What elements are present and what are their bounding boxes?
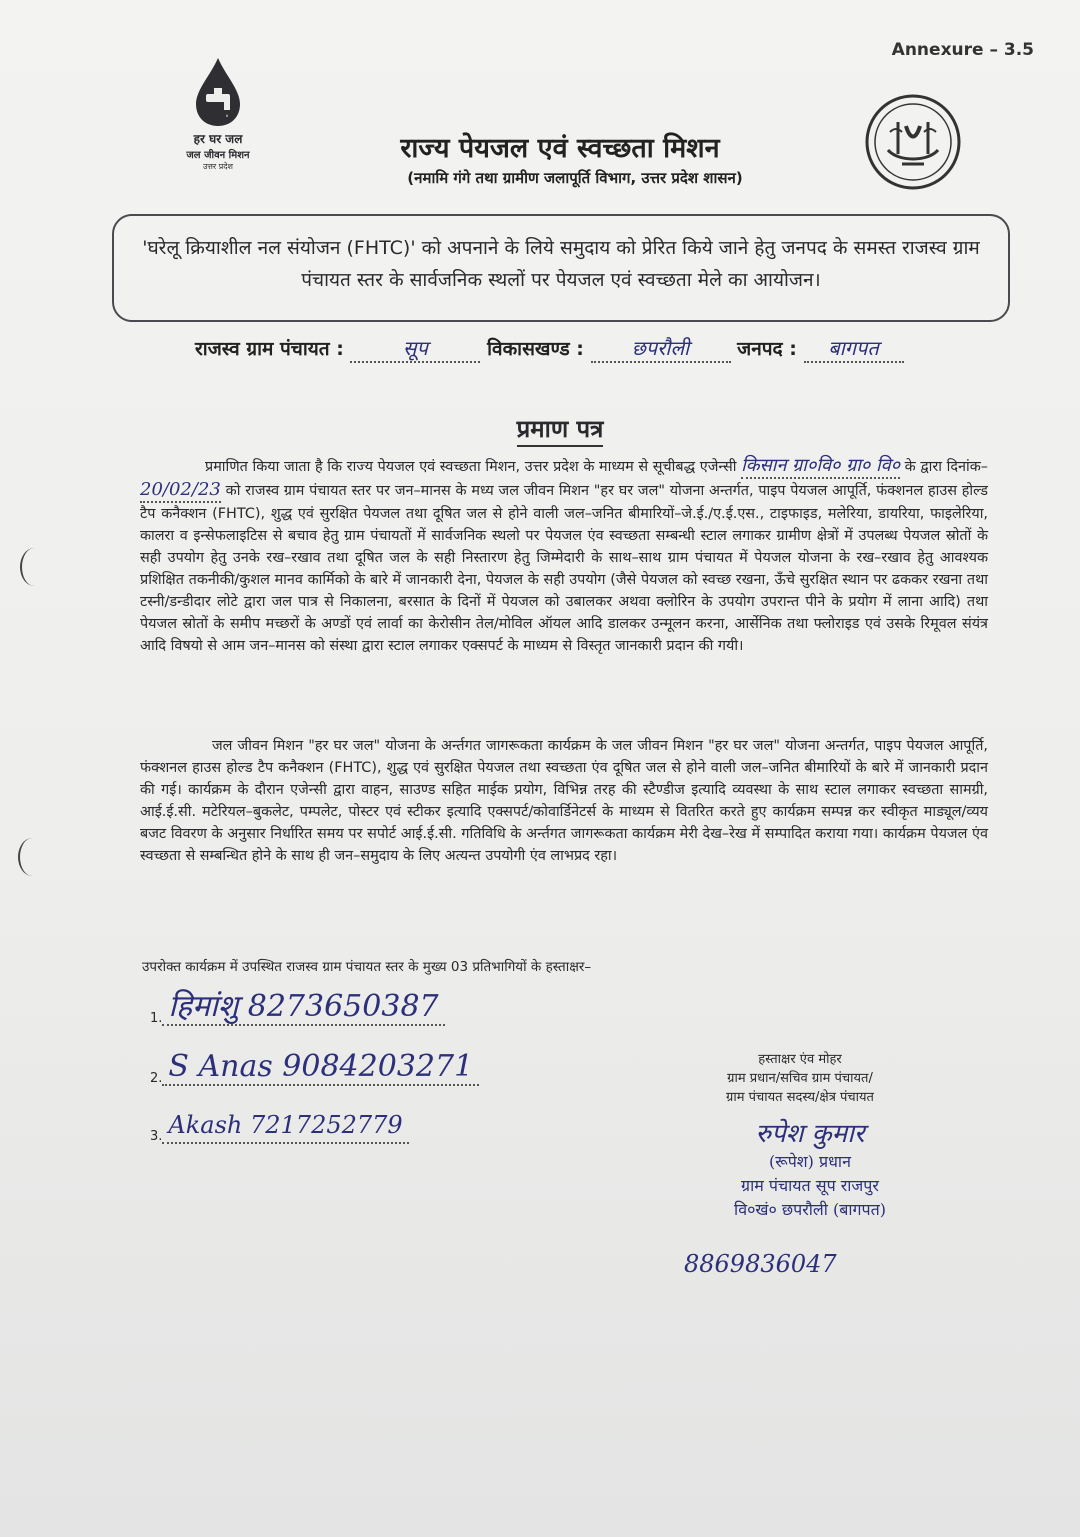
event-date: 20/02/23 [140,479,221,503]
paragraph1-rest: को राजस्व ग्राम पंचायत स्तर पर जन–मानस के मध्य जल जीवन मिशन "हर घर जल" योजना अन्तर्गत, पाइप पेयजल आपूर्ति, फंक्शनल हाउस होल्ड टैप कनैक्शन (FHTC), शुद्ध एवं सुरक्षित पेयजल तथा दूषित जल से होने वाली जल–जनित बीमारियों–जे.ई./ए.ई.एस., टाइफाइड, मलेरिया, डायरिया, फाइलेरिया, कालरा व इन्सेफलाइटिस से बचाव हेतु ग्राम पंचायतों में सार्वजनिक स्थलो पर पेयजल एंव स्वच्छता सम्बन्धी स्टाल लगाकर ग्रामीण क्षेत्रों में उपलब्ध पेयजल स्रोतों के सही उपयोग हेतु उनके रख–रखाव तथा दूषित जल के सही निस्तारण हेतु जिम्मेदारी के साथ–साथ ग्राम पंचायत में पेयजल योजना के रख–रखाव हेतु आवश्यक प्रशिक्षित तकनीकी/कुशल मानव कार्मिको के बारे में जानकारी देना, पेयजल के सही उपयोग (जैसे पेयजल को स्वच्छ रखना, ऊँचे सुरक्षित स्थान पर ढककर रखना तथा टस्नी/डन्डीदार लोटे द्वारा जल पात्र से निकालना, बरसात के दिनों में पेयजल को उबालकर अथवा क्लोरिन के उपयोग उपरान्त पीने के प्रयोग में लाना आदि) तथा पेयजल स्रोतों के समीप मच्छरों के अण्डों एवं लार्वा का केरोसीन तेल/मोविल ऑयल आदि डालकर उन्मूलन करना, आर्सेनिक तथा फ्लोराइड एवं उसके रिमूवल संयंत्र आदि विषयो से आम जन–मानस को संस्था द्वारा स्टाल लगाकर एक्सपर्ट के माध्यम से विस्तृत जानकारी प्रदान की गयी। [140,483,989,654]
participant-row-2 [150,1050,479,1086]
logo-line2: जल जीवन मिशन [186,150,250,161]
participant-number: 3. [150,1129,163,1144]
stamp-line2: ग्राम पंचायत सूप राजपुर [741,1176,879,1195]
paragraph1-mid: के द्वारा दिनांक– [904,459,988,475]
handwritten-phone: 8869836047 [684,1250,837,1278]
sign-block-line1: हस्ताक्षर एंव मोहर [758,1052,842,1067]
official-sign-block [680,1050,920,1107]
participants-intro: उपरोक्त कार्यक्रम में उपस्थित राजस्व ग्राम पंचायत स्तर के मुख्य 03 प्रतिभागियों के हस्ताक्षर– [142,959,592,975]
sign-block-line3: ग्राम पंचायत सदस्य/क्षेत्र पंचायत [726,1090,874,1105]
logo-line3: उत्तर प्रदेश [203,162,233,171]
mission-title: राज्य पेयजल एवं स्वच्छता मिशन [400,133,720,164]
water-drop-tap-icon [188,56,248,128]
sign-block-line2: ग्राम प्रधान/सचिव ग्राम पंचायत/ [727,1071,873,1086]
participant-signature: S Anas 9084203271 [162,1050,479,1086]
participant-number: 2. [150,1071,163,1086]
paragraph1-lead: प्रमाणित किया जाता है कि राज्य पेयजल एवं स्वच्छता मिशन, उत्तर प्रदेश के माध्यम से सूचीबद्ध एजेन्सी [205,459,737,475]
annexure-label: Annexure – 3.5 [891,40,1034,60]
pradhan-signature: रुपेश कुमार [755,1119,865,1149]
participant-signature: Akash 7217252779 [162,1108,408,1144]
location-fields [195,334,904,363]
certificate-heading: प्रमाण पत्र [0,412,1080,445]
punch-hole-mark [20,548,48,586]
agency-name: किसान ग्रा०वि० ग्रा० वि० [741,455,900,479]
participant-row-1 [150,990,445,1026]
punch-hole-mark [18,838,46,876]
block-label: विकासखण्ड : [487,338,584,360]
stamp-line3: वि०खं० छपरौली (बागपत) [734,1200,886,1219]
event-banner: 'घरेलू क्रियाशील नल संयोजन (FHTC)' को अपनाने के लिये समुदाय को प्रेरित किये जाने हेतु जनपद के समस्त राजस्व ग्राम पंचायत स्तर के सार्वजनिक स्थलों पर पेयजल एवं स्वच्छता मेले का आयोजन। [112,214,1010,322]
participant-signature: हिमांशु 8273650387 [162,990,444,1026]
certificate-paragraph-1 [140,455,988,657]
participant-row-3 [150,1108,409,1144]
pradhan-stamp [690,1118,930,1222]
mission-subtitle: (नमामि गंगे तथा ग्रामीण जलापूर्ति विभाग, उत्तर प्रदेश शासन) [407,169,743,187]
certificate-paragraph-2: जल जीवन मिशन "हर घर जल" योजना के अर्न्तगत जागरूकता कार्यक्रम के जल जीवन मिशन "हर घर जल" योजना अन्तर्गत, पाइप पेयजल आपूर्ति, फंक्शनल हाउस होल्ड टैप कनैक्शन (FHTC), शुद्ध एवं सुरक्षित पेयजल तथा स्वच्छता एंव दूषित जल से होने वाली जल–जनित बीमारियों के बारे में जानकारी प्रदान की गई। कार्यक्रम के दौरान एजेन्सी द्वारा वाहन, साउण्ड सहित माईक प्रयोग, विभिन्न तरह की स्टैण्डीज इत्यादि व्यवस्था के साथ स्टाल लगाकर स्वच्छता सामग्री, आई.ई.सी. मटेरियल–बुकलेट, पम्पलेट, पोस्टर एवं स्टीकर इत्यादि एक्सपर्ट/कोवार्डिनेटर्स के माध्यम से वितरित करते हुए कार्यक्रम सम्पन्न कर स्वीकृत माड्यूल/व्यय बजट विवरण के अनुसार निर्धारित समय पर सपोर्ट आई.ई.सी. गतिविधि के अर्न्तगत जागरूकता कार्यक्रम मेरी देख–रेख में सम्पादित कराया गया। कार्यक्रम पेयजल एंव स्वच्छता से सम्बन्धित होने के साथ ही जन–समुदाय के लिए अत्यन्त उपयोगी एंव लाभप्रद रहा। [140,738,988,864]
district-value: बागपत [804,334,904,363]
panchayat-value: सूप [350,334,480,363]
panchayat-label: राजस्व ग्राम पंचायत : [195,338,344,360]
participant-number: 1. [150,1011,163,1026]
logo-line1: हर घर जल [193,132,243,146]
stamp-line1: (रूपेश) प्रधान [769,1152,851,1171]
block-value: छपरौली [591,334,731,363]
district-label: जनपद : [737,338,797,360]
